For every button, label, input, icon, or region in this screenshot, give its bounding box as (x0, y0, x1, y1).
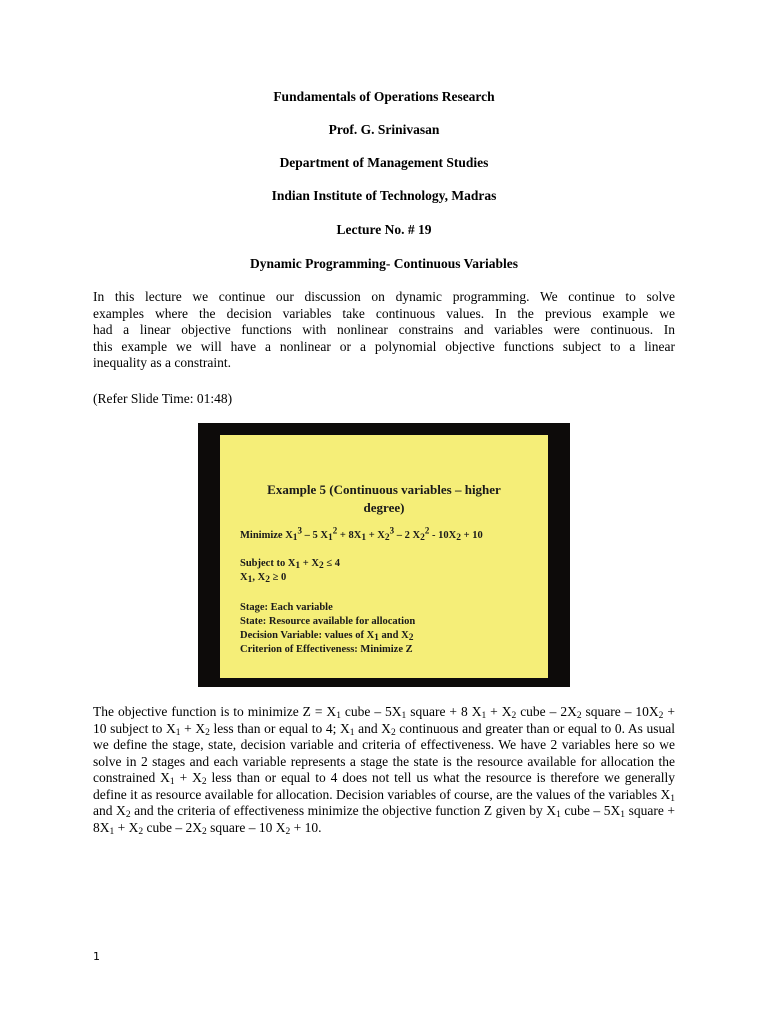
intro-paragraph (93, 289, 675, 372)
lecture-number: Lecture No. # 19 (336, 222, 432, 237)
professor-name: Prof. G. Srinivasan (328, 122, 440, 137)
slide-title: Example 5 (Continuous variables – higher degree) (267, 482, 501, 515)
course-title: Fundamentals of Operations Research (273, 89, 495, 104)
slide-time-reference: (Refer Slide Time: 01:48) (93, 391, 233, 406)
page-number: 1 (93, 950, 100, 963)
intro-line: inequality as a constraint. (93, 355, 231, 370)
slide-decision-variable: Decision Variable: values of $X_1$ and $X_2$ (240, 630, 414, 643)
body-paragraph: The objective function is to minimize $Z = X_1$ cube – $5X_1$ square + 8 $X_1 + X_2$ cube – $2X_2$ square – $10X_2 + 10$ subject to $X_1 + X_2$ less than or equal to 4; $X_1$ and $X_2$ continuous and greater than or equal to 0. As usual we define the stage, state, decision variable and criteria of effectiveness. We have 2 variables here so we solve in 2 stages and each variable represents a stage the state is the resource available for allocation the constrained $X_1 + X_2$ less than or equal to 4 does not tell us what the resource is therefore we generally define it as resource available for allocation. Decision variables of course, are the values of the variables $X_1$ and $X_2$ and the criteria of effectiveness minimize the objective function Z given by $X_1$ cube – $5X_1$ square + $8X_1 + X_2$ cube – $2X_2$ square – 10 $X_2 + 10$. (93, 704, 675, 837)
lecture-topic: Dynamic Programming- Continuous Variables (250, 256, 518, 271)
intro-line: In this lecture we continue our discussion on dynamic programming. We continue to solve (93, 289, 675, 304)
intro-line: this example we will have a nonlinear or a polynomial objective functions subject to a linear (93, 338, 675, 354)
slide-constraint: Subject to $X_1 + X_2 \le 4$ (240, 558, 341, 571)
intro-line: examples where the decision variables take continuous values. In the previous example we (93, 305, 675, 321)
slide-objective: Minimize $X_1^3 - 5$ $X_1^2 + 8X_1 + X_2^3 - 2$ $X_2^2 - 10X_2 + 10$ (240, 525, 483, 543)
institute-name: Indian Institute of Technology, Madras (271, 188, 497, 203)
slide-nonnegativity: $X_1$, $X_2 \ge 0$ (240, 572, 287, 585)
department-name: Department of Management Studies (279, 155, 489, 170)
slide-criterion: Criterion of Effectiveness: Minimize Z (240, 644, 413, 655)
slide-state: State: Resource available for allocation (240, 616, 416, 627)
intro-line: had a linear objective functions with nonlinear constrains and variables were continuous. In (93, 322, 675, 337)
slide-panel (220, 435, 548, 678)
slide-stage: Stage: Each variable (240, 602, 333, 613)
slide-image (198, 423, 570, 687)
